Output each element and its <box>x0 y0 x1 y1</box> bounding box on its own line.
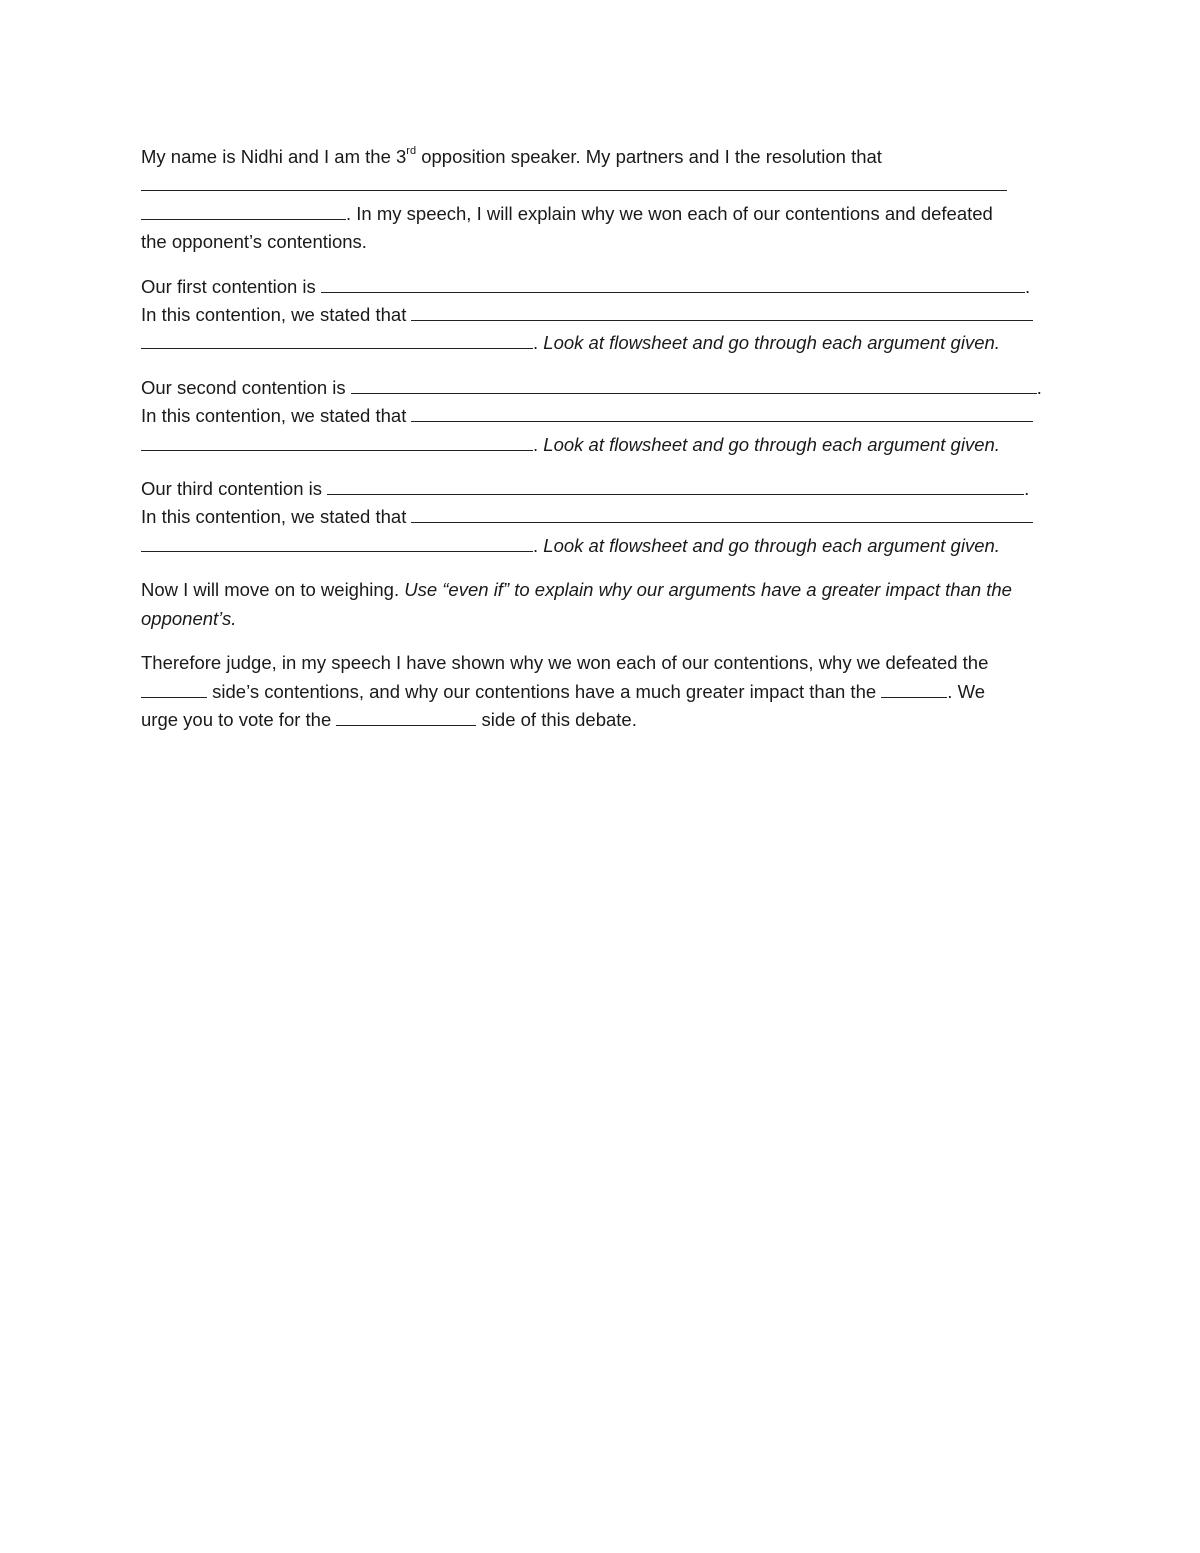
weighing-instruction: Use “even if” to explain why our arguments have a greater impact than the opponent’s. <box>141 579 1012 629</box>
contention-2-line <box>141 374 1061 402</box>
intro-text-before-sup: My name is Nidhi and I am the 3 <box>141 146 407 167</box>
contention-1-instruction: Look at flowsheet and go through each argument given. <box>543 332 1000 354</box>
contention-1-end: . <box>1024 275 1031 297</box>
ordinal-suffix: rd <box>406 144 417 157</box>
vote-side-blank[interactable] <box>336 707 476 726</box>
contention-1-stated-blank-continued[interactable] <box>141 330 533 349</box>
contention-3-stated-blank-continued[interactable] <box>141 533 533 552</box>
intro-line-2 <box>141 171 1061 199</box>
intro-line-text: the opponent’s contentions. <box>141 231 367 253</box>
conclusion-paragraph <box>141 649 1061 734</box>
resolution-blank-continued[interactable] <box>141 201 346 220</box>
contention-1-label: Our first contention is <box>141 275 321 297</box>
contention-3-line <box>141 475 1061 503</box>
opponent-blank[interactable] <box>881 679 947 698</box>
weighing-text <box>141 576 1061 633</box>
contention-1-stated-blank[interactable] <box>411 302 1033 321</box>
contention-2-stated-blank[interactable] <box>411 403 1033 422</box>
intro-line-3 <box>141 200 1061 228</box>
resolution-blank[interactable] <box>141 172 1007 191</box>
contention-3-instruction-line <box>141 532 1061 560</box>
contention-2-blank[interactable] <box>351 375 1037 394</box>
intro-line-4 <box>141 228 1061 256</box>
period: . <box>533 534 544 556</box>
conclusion-part-1: Therefore judge, in my speech I have shown why we won each of our contentions, why we defeated the <box>141 652 989 674</box>
contention-3-instruction: Look at flowsheet and go through each argument given. <box>543 534 1000 556</box>
conclusion-part-2: side’s contentions, and why our contentions have a much greater impact than the <box>207 680 882 702</box>
opponent-side-blank[interactable] <box>141 679 207 698</box>
contention-1-instruction-line <box>141 329 1061 357</box>
contention-2-instruction: Look at flowsheet and go through each argument given. <box>543 433 1000 455</box>
contention-1-line <box>141 273 1061 301</box>
contention-2-end: . <box>1036 376 1042 398</box>
document-body <box>141 143 1061 750</box>
period: . <box>533 332 544 354</box>
contention-3-stated: In this contention, we stated that <box>141 506 412 528</box>
contention-3-stated-blank[interactable] <box>411 504 1033 523</box>
contention-2-stated-line <box>141 402 1061 430</box>
contention-2-label: Our second contention is <box>141 376 351 398</box>
conclusion-part-3: . We <box>947 680 985 702</box>
conclusion-line-2 <box>141 678 1061 706</box>
contention-paragraph-2 <box>141 374 1061 459</box>
contention-3-label: Our third contention is <box>141 478 328 500</box>
contention-3-blank[interactable] <box>327 476 1024 495</box>
weighing-lead: Now I will move on to weighing. <box>141 579 405 601</box>
contention-paragraph-1 <box>141 273 1061 358</box>
contention-paragraph-3 <box>141 475 1061 560</box>
conclusion-line-1 <box>141 649 1061 677</box>
contention-3-end: . <box>1024 478 1030 500</box>
intro-after-blank: . In my speech, I will explain why we won each of our contentions and defeated <box>346 202 993 224</box>
intro-line-1 <box>141 143 1061 171</box>
contention-1-stated-line <box>141 301 1061 329</box>
contention-1-stated: In this contention, we stated that <box>141 304 412 326</box>
contention-2-stated-blank-continued[interactable] <box>141 432 533 451</box>
period: . <box>533 433 544 455</box>
contention-1-blank[interactable] <box>321 274 1025 293</box>
contention-2-instruction-line <box>141 431 1061 459</box>
intro-paragraph <box>141 143 1061 257</box>
contention-3-stated-line <box>141 503 1061 531</box>
intro-text-after-sup: opposition speaker. My partners and I the resolution that <box>416 146 882 167</box>
weighing-paragraph <box>141 576 1061 633</box>
contention-2-stated: In this contention, we stated that <box>141 405 412 427</box>
conclusion-line-3 <box>141 706 1061 734</box>
conclusion-part-5: side of this debate. <box>476 708 637 730</box>
conclusion-part-4: urge you to vote for the <box>141 708 337 730</box>
